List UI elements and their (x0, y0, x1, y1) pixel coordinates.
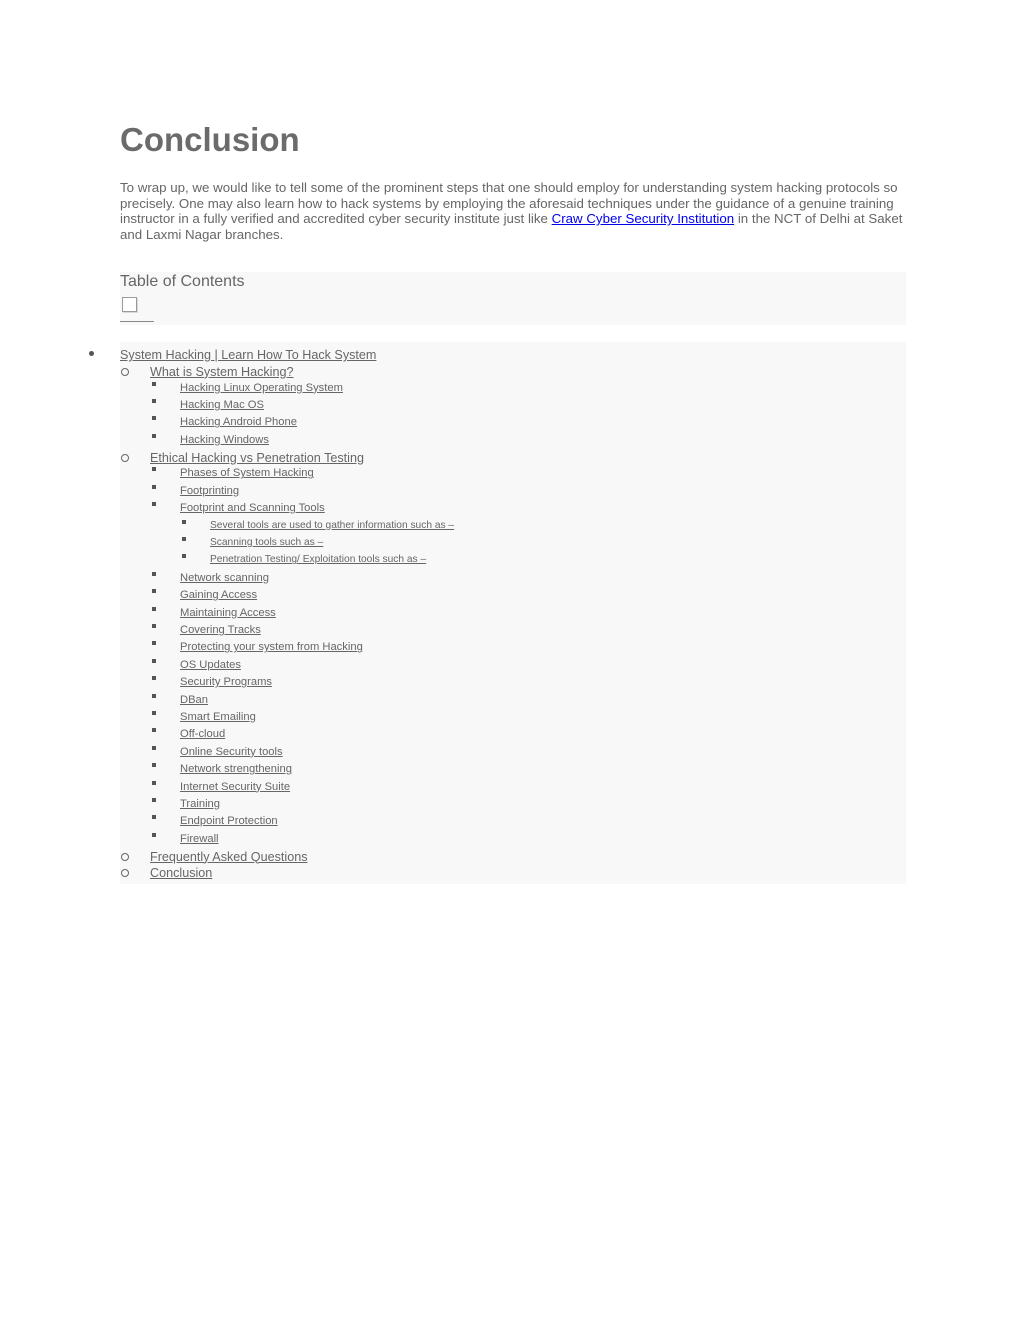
toc-item (180, 762, 292, 776)
toc-link[interactable]: Several tools are used to gather information such as – (210, 519, 455, 531)
toc-item (120, 347, 376, 363)
toc-link[interactable]: Conclusion (150, 866, 213, 881)
square-bullet-icon (152, 659, 156, 663)
toc-link[interactable]: Hacking Linux Operating System (180, 381, 343, 394)
toc-item (180, 381, 343, 395)
toc-link[interactable]: Maintaining Access (180, 606, 276, 619)
toc-link[interactable]: Ethical Hacking vs Penetration Testing (150, 450, 364, 465)
square-bullet-icon (152, 694, 156, 698)
toc-link[interactable]: Gaining Access (180, 589, 258, 602)
square-bullet-icon (152, 624, 156, 628)
square-bullet-icon (152, 434, 156, 438)
square-bullet-icon (152, 416, 156, 420)
square-bullet-icon (152, 676, 156, 680)
circle-bullet-icon (121, 853, 129, 861)
toc-item (180, 398, 264, 412)
square-bullet-icon (182, 520, 186, 524)
toc-link[interactable]: OS Updates (180, 658, 241, 671)
square-bullet-icon (152, 641, 156, 645)
toc-link[interactable]: Phases of System Hacking (180, 467, 314, 480)
square-bullet-icon (152, 467, 156, 471)
toc-link[interactable]: Security Programs (180, 676, 273, 689)
toc-item (180, 797, 220, 811)
square-bullet-icon (152, 502, 156, 506)
toc-link[interactable]: Internet Security Suite (180, 780, 291, 793)
toc-item (210, 536, 323, 549)
toc-item (150, 364, 293, 380)
toc-toggle-button[interactable] (120, 294, 154, 322)
toc-link[interactable]: Hacking Mac OS (180, 399, 264, 411)
square-bullet-icon (152, 382, 156, 386)
toc-item (180, 780, 290, 794)
square-bullet-icon (152, 572, 156, 576)
toc-link[interactable]: Training (180, 798, 221, 810)
square-bullet-icon (152, 833, 156, 837)
toc-item (180, 693, 208, 707)
checkbox-icon (122, 297, 137, 312)
square-bullet-icon (152, 815, 156, 819)
toc-header (120, 272, 906, 325)
square-bullet-icon (152, 763, 156, 767)
toc-item (180, 658, 241, 672)
toc-item (180, 832, 219, 846)
conclusion-paragraph (120, 180, 910, 242)
toc-item (180, 588, 257, 602)
toc-item (180, 745, 283, 759)
square-bullet-icon (152, 589, 156, 593)
toc-item (180, 640, 363, 654)
square-bullet-icon (182, 537, 186, 541)
toc-link[interactable]: Network scanning (180, 571, 269, 584)
toc-link[interactable]: Scanning tools such as – (210, 537, 324, 548)
circle-bullet-icon (121, 454, 129, 462)
toc-link[interactable]: Network strengthening (180, 763, 292, 776)
toc-link[interactable]: Online Security tools (180, 745, 283, 758)
toc-item (150, 865, 212, 881)
toc-link[interactable]: Frequently Asked Questions (150, 849, 308, 864)
paragraph-text-after: in the NCT of Delhi at Saket and Laxmi Nagar branches. (120, 211, 903, 242)
toc-item (180, 710, 256, 724)
square-bullet-icon (152, 485, 156, 489)
toc-item (210, 553, 426, 566)
toc-item (180, 727, 225, 741)
toc-title: Table of Contents (120, 273, 245, 290)
toc-item (180, 675, 272, 689)
toc-link[interactable]: Footprint and Scanning Tools (180, 502, 325, 515)
toc-link[interactable]: What is System Hacking? (150, 364, 294, 379)
toc-link[interactable]: Penetration Testing/ Exploitation tools such as – (210, 554, 427, 566)
toc-link[interactable]: Firewall (180, 832, 219, 845)
toc-item (180, 814, 278, 828)
toc-item (210, 519, 454, 532)
toc-item (180, 484, 239, 498)
toc-link[interactable]: DBan (180, 693, 208, 706)
toc-link[interactable]: Hacking Android Phone (180, 416, 297, 429)
square-bullet-icon (152, 711, 156, 715)
toc-item (180, 606, 276, 620)
toc-link[interactable]: System Hacking | Learn How To Hack System (120, 348, 377, 362)
toc-link[interactable]: Footprinting (180, 484, 240, 497)
toc-link[interactable]: Smart Emailing (180, 711, 256, 723)
square-bullet-icon (152, 728, 156, 732)
square-bullet-icon (152, 746, 156, 750)
toc-item (180, 466, 314, 480)
page-title: Conclusion (120, 121, 300, 158)
toc-item (180, 433, 269, 447)
toc-item (180, 501, 325, 515)
disc-bullet-icon (89, 351, 94, 356)
square-bullet-icon (152, 399, 156, 403)
square-bullet-icon (152, 781, 156, 785)
toc-link[interactable]: Protecting your system from Hacking (180, 641, 363, 654)
toc-item (150, 849, 308, 865)
circle-bullet-icon (121, 368, 129, 376)
toc-link[interactable]: Covering Tracks (180, 624, 261, 636)
square-bullet-icon (152, 798, 156, 802)
toc-item (150, 450, 364, 466)
toc-item (180, 415, 297, 429)
toc-link[interactable]: Hacking Windows (180, 433, 269, 446)
toc-link[interactable]: Off-cloud (180, 728, 226, 741)
square-bullet-icon (152, 607, 156, 611)
square-bullet-icon (182, 554, 186, 558)
paragraph-text-before: To wrap up, we would like to tell some of the prominent steps that one should employ for understanding system hacking protocols so precisely. One may also learn how to hack systems by employing the aforesaid techniques under the guidance of a genuine training instructor in a fully verified and accredited cyber security institute just like (120, 180, 898, 227)
toc-link[interactable]: Endpoint Protection (180, 815, 278, 828)
craw-institution-link[interactable]: Craw Cyber Security Institution (551, 211, 735, 227)
toc-item (180, 571, 269, 585)
toc-item (180, 623, 261, 637)
